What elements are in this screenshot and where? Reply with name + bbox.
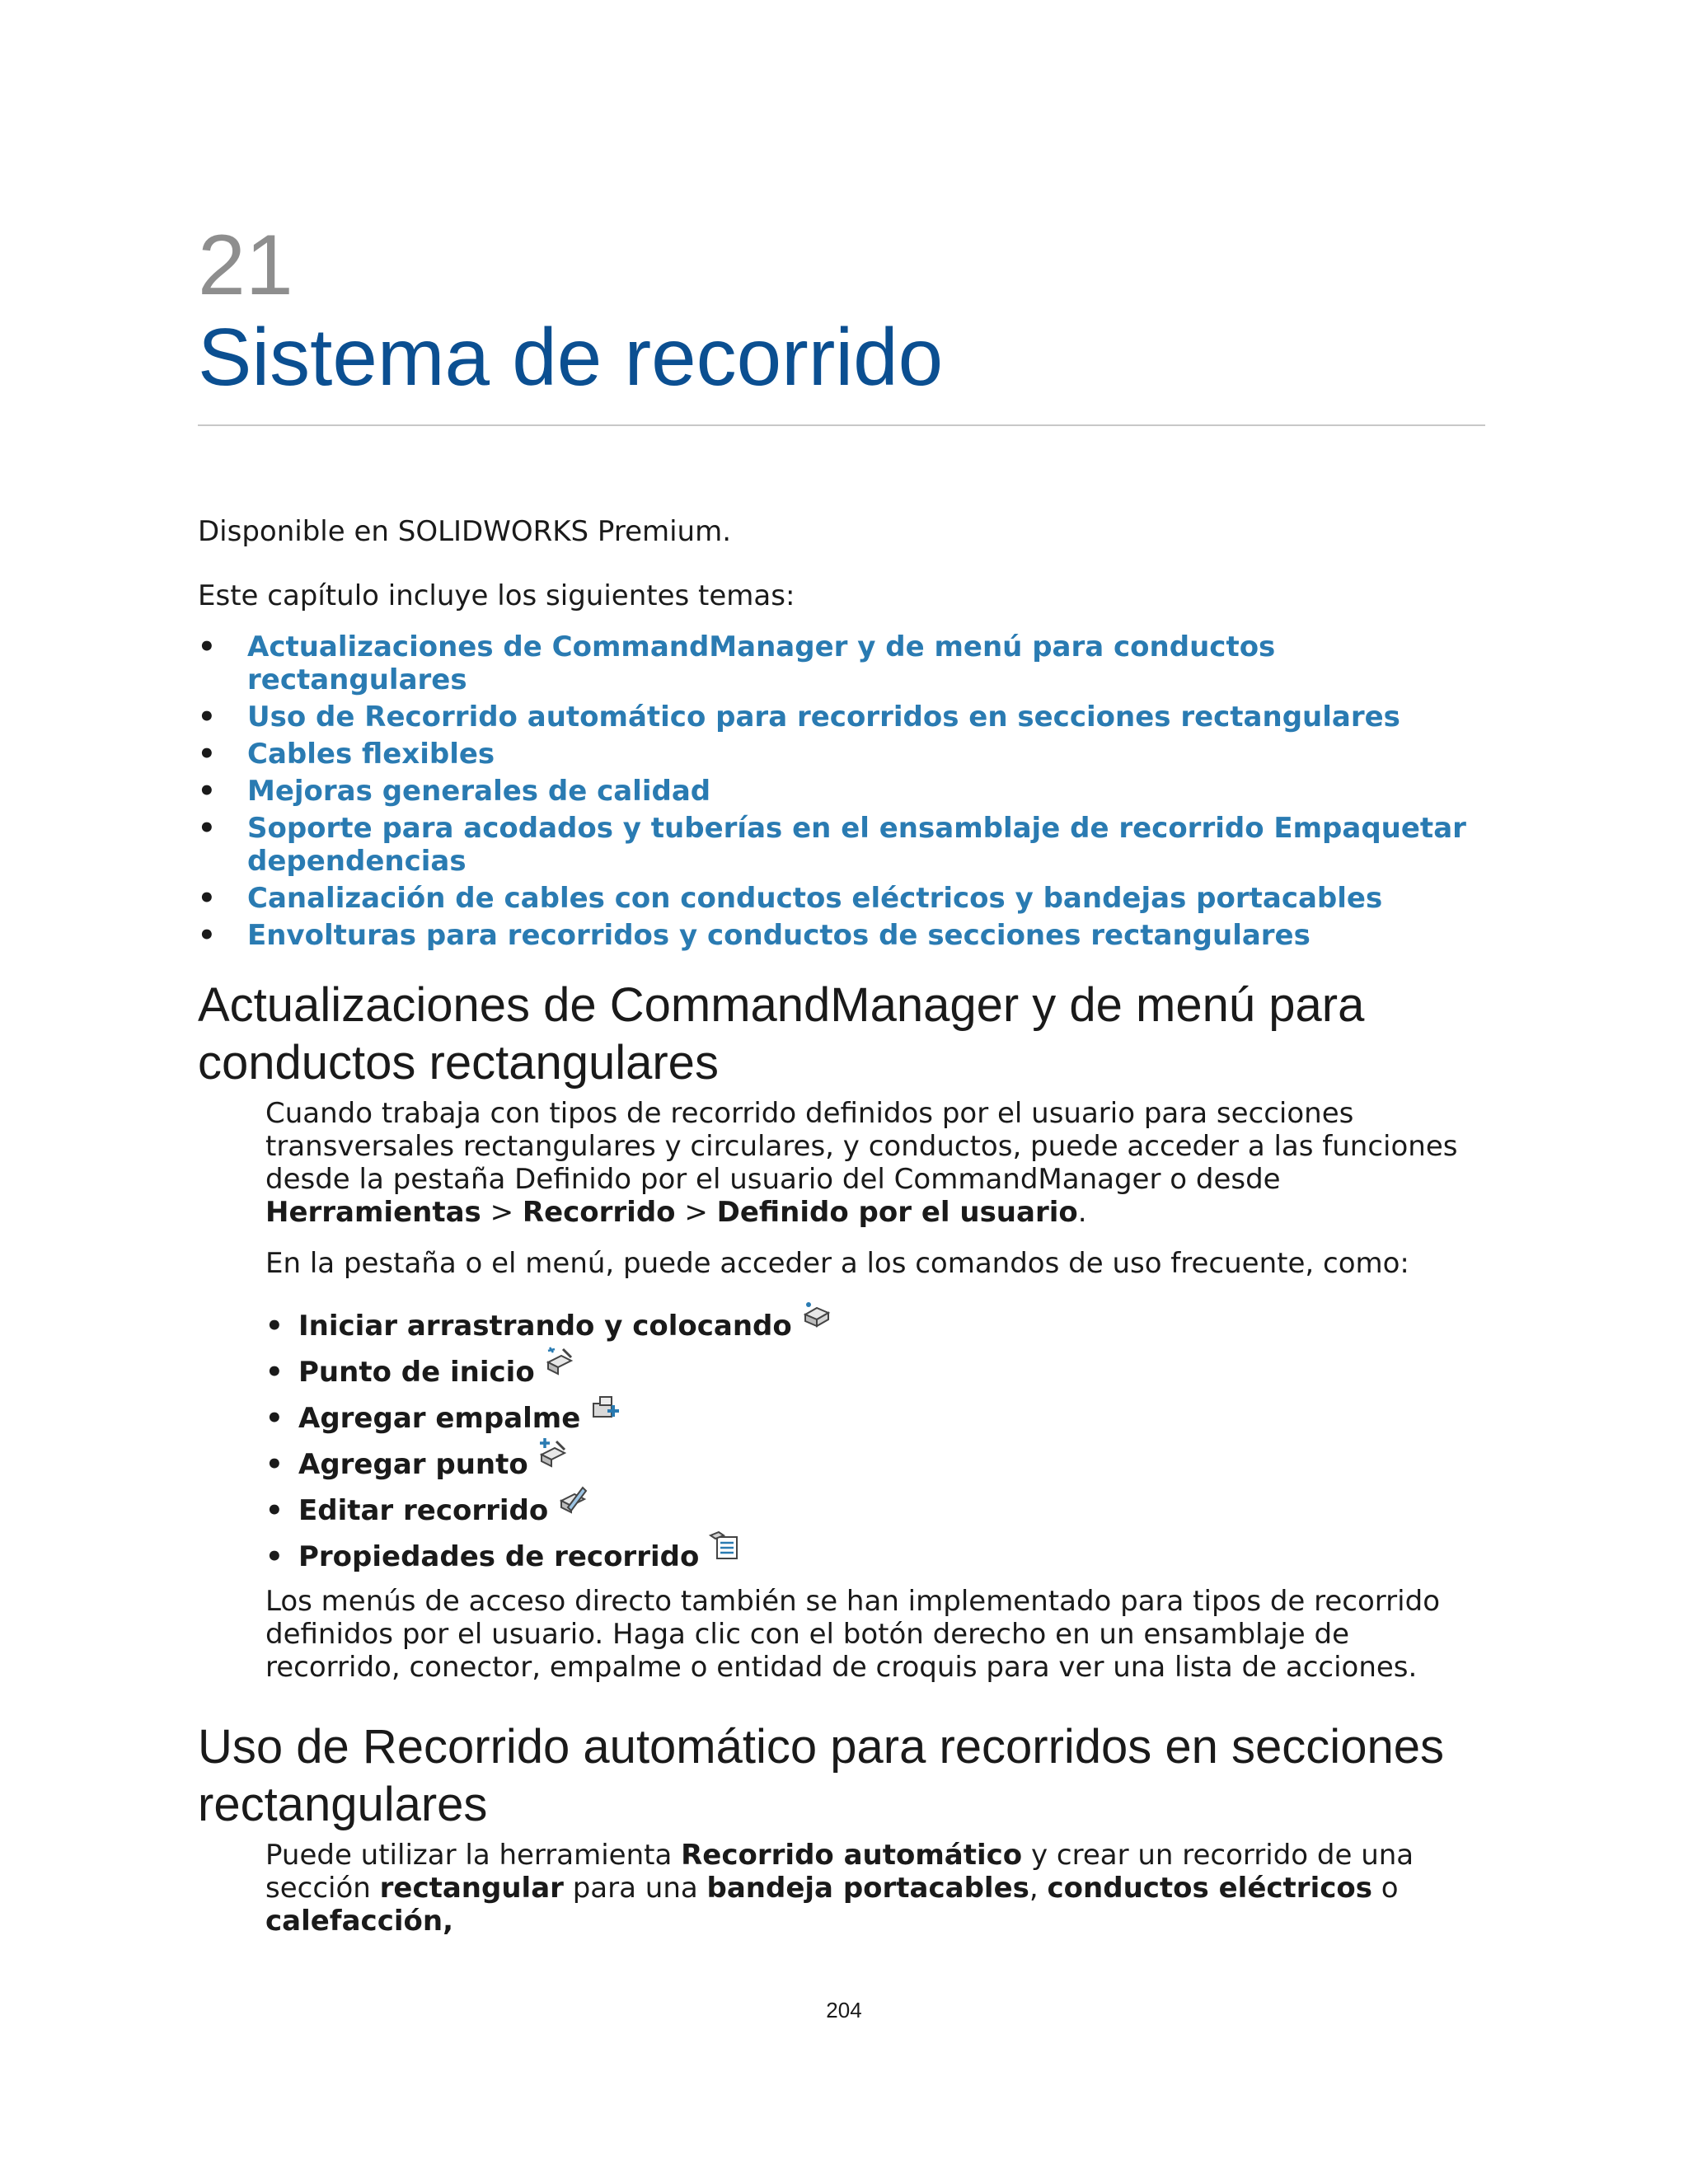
paragraph-text: , bbox=[1029, 1871, 1048, 1905]
section-body-commandmanager bbox=[198, 1097, 1484, 1684]
title-rule bbox=[198, 424, 1485, 426]
command-label: • Iniciar arrastrando y colocando bbox=[298, 1309, 792, 1343]
topic-link[interactable]: • Actualizaciones de CommandManager y de menú para conductos rectangulares bbox=[198, 630, 1484, 696]
page-number: 204 bbox=[826, 1998, 862, 2022]
command-item bbox=[265, 1441, 1484, 1488]
section-heading-autoroute: Uso de Recorrido automático para recorridos en secciones rectangulares bbox=[198, 1719, 1444, 1831]
command-label: • Punto de inicio bbox=[298, 1355, 535, 1389]
paragraph-text: Cuando trabaja con tipos de recorrido definidos por el usuario para secciones transversales rectangulares y circulares, y conductos, puede acceder a las funciones desde la pestaña Definido por el usuario del CommandManager o desde bbox=[265, 1096, 1458, 1196]
command-label: • Agregar punto bbox=[298, 1447, 528, 1481]
paragraph-end: . bbox=[1077, 1195, 1087, 1229]
menu-path-tools: Herramientas bbox=[265, 1195, 481, 1229]
command-item bbox=[265, 1395, 1484, 1441]
emphasis-text: bandeja portacables bbox=[706, 1871, 1029, 1905]
menu-separator: > bbox=[675, 1195, 717, 1229]
document-page bbox=[198, 218, 1484, 1938]
paragraph-text: o bbox=[1372, 1871, 1399, 1905]
chapter-title: Sistema de recorrido bbox=[198, 312, 944, 402]
start-point-icon bbox=[543, 1344, 576, 1377]
emphasis-text: calefacción, bbox=[265, 1904, 453, 1938]
topic-link[interactable]: • Envolturas para recorridos y conductos de secciones rectangulares bbox=[198, 919, 1484, 952]
menu-path-user-defined: Definido por el usuario bbox=[716, 1195, 1078, 1229]
topics-intro: Este capítulo incluye los siguientes temas: bbox=[198, 579, 795, 612]
paragraph-text: y crear un recorrido de una sección bbox=[265, 1838, 1414, 1905]
emphasis-text: conductos eléctricos bbox=[1047, 1871, 1372, 1905]
topic-link[interactable]: • Soporte para acodados y tuberías en el ensamblaje de recorrido Empaquetar dependencias bbox=[198, 812, 1484, 878]
paragraph-text: Puede utilizar la herramienta bbox=[265, 1838, 682, 1872]
command-item bbox=[265, 1534, 1484, 1580]
command-item bbox=[265, 1349, 1484, 1395]
menu-separator: > bbox=[481, 1195, 523, 1229]
commands-list bbox=[265, 1303, 1484, 1580]
section-paragraph: Los menús de acceso directo también se han implementado para tipos de recorrido definidos por el usuario. Haga clic con el botón derecho en un ensamblaje de recorrido, conector, empalme o entidad de croquis para ver una lista de acciones. bbox=[265, 1584, 1440, 1684]
command-label: • Agregar empalme bbox=[298, 1401, 581, 1435]
chapter-number: 21 bbox=[198, 218, 293, 313]
section-paragraph bbox=[265, 1097, 1484, 1229]
topics-list bbox=[198, 630, 1484, 952]
availability-note: Disponible en SOLIDWORKS Premium. bbox=[198, 514, 732, 548]
emphasis-text: rectangular bbox=[379, 1871, 564, 1905]
paragraph-text: para una bbox=[563, 1871, 707, 1905]
command-item bbox=[265, 1488, 1484, 1534]
topic-link[interactable]: • Uso de Recorrido automático para recorridos en secciones rectangulares bbox=[198, 701, 1484, 733]
tool-name: Recorrido automático bbox=[681, 1838, 1023, 1872]
command-label: • Editar recorrido bbox=[298, 1493, 549, 1527]
section-body-autoroute bbox=[198, 1839, 1484, 1938]
section-heading-commandmanager: Actualizaciones de CommandManager y de menú para conductos rectangulares bbox=[198, 977, 1365, 1090]
command-item bbox=[265, 1303, 1484, 1349]
section-paragraph: En la pestaña o el menú, puede acceder a los comandos de uso frecuente, como: bbox=[265, 1246, 1409, 1280]
command-label: • Propiedades de recorrido bbox=[298, 1540, 700, 1573]
topic-link[interactable]: • Cables flexibles bbox=[198, 738, 1484, 771]
route-properties-icon bbox=[707, 1529, 740, 1562]
topic-link[interactable]: • Canalización de cables con conductos eléctricos y bandejas portacables bbox=[198, 882, 1484, 915]
menu-path-routing: Recorrido bbox=[522, 1195, 676, 1229]
drag-drop-route-icon bbox=[800, 1298, 833, 1331]
add-fitting-icon bbox=[588, 1390, 621, 1423]
section-paragraph bbox=[265, 1839, 1484, 1938]
edit-route-icon bbox=[556, 1483, 589, 1516]
add-point-icon bbox=[537, 1436, 570, 1469]
topic-link[interactable]: • Mejoras generales de calidad bbox=[198, 775, 1484, 808]
